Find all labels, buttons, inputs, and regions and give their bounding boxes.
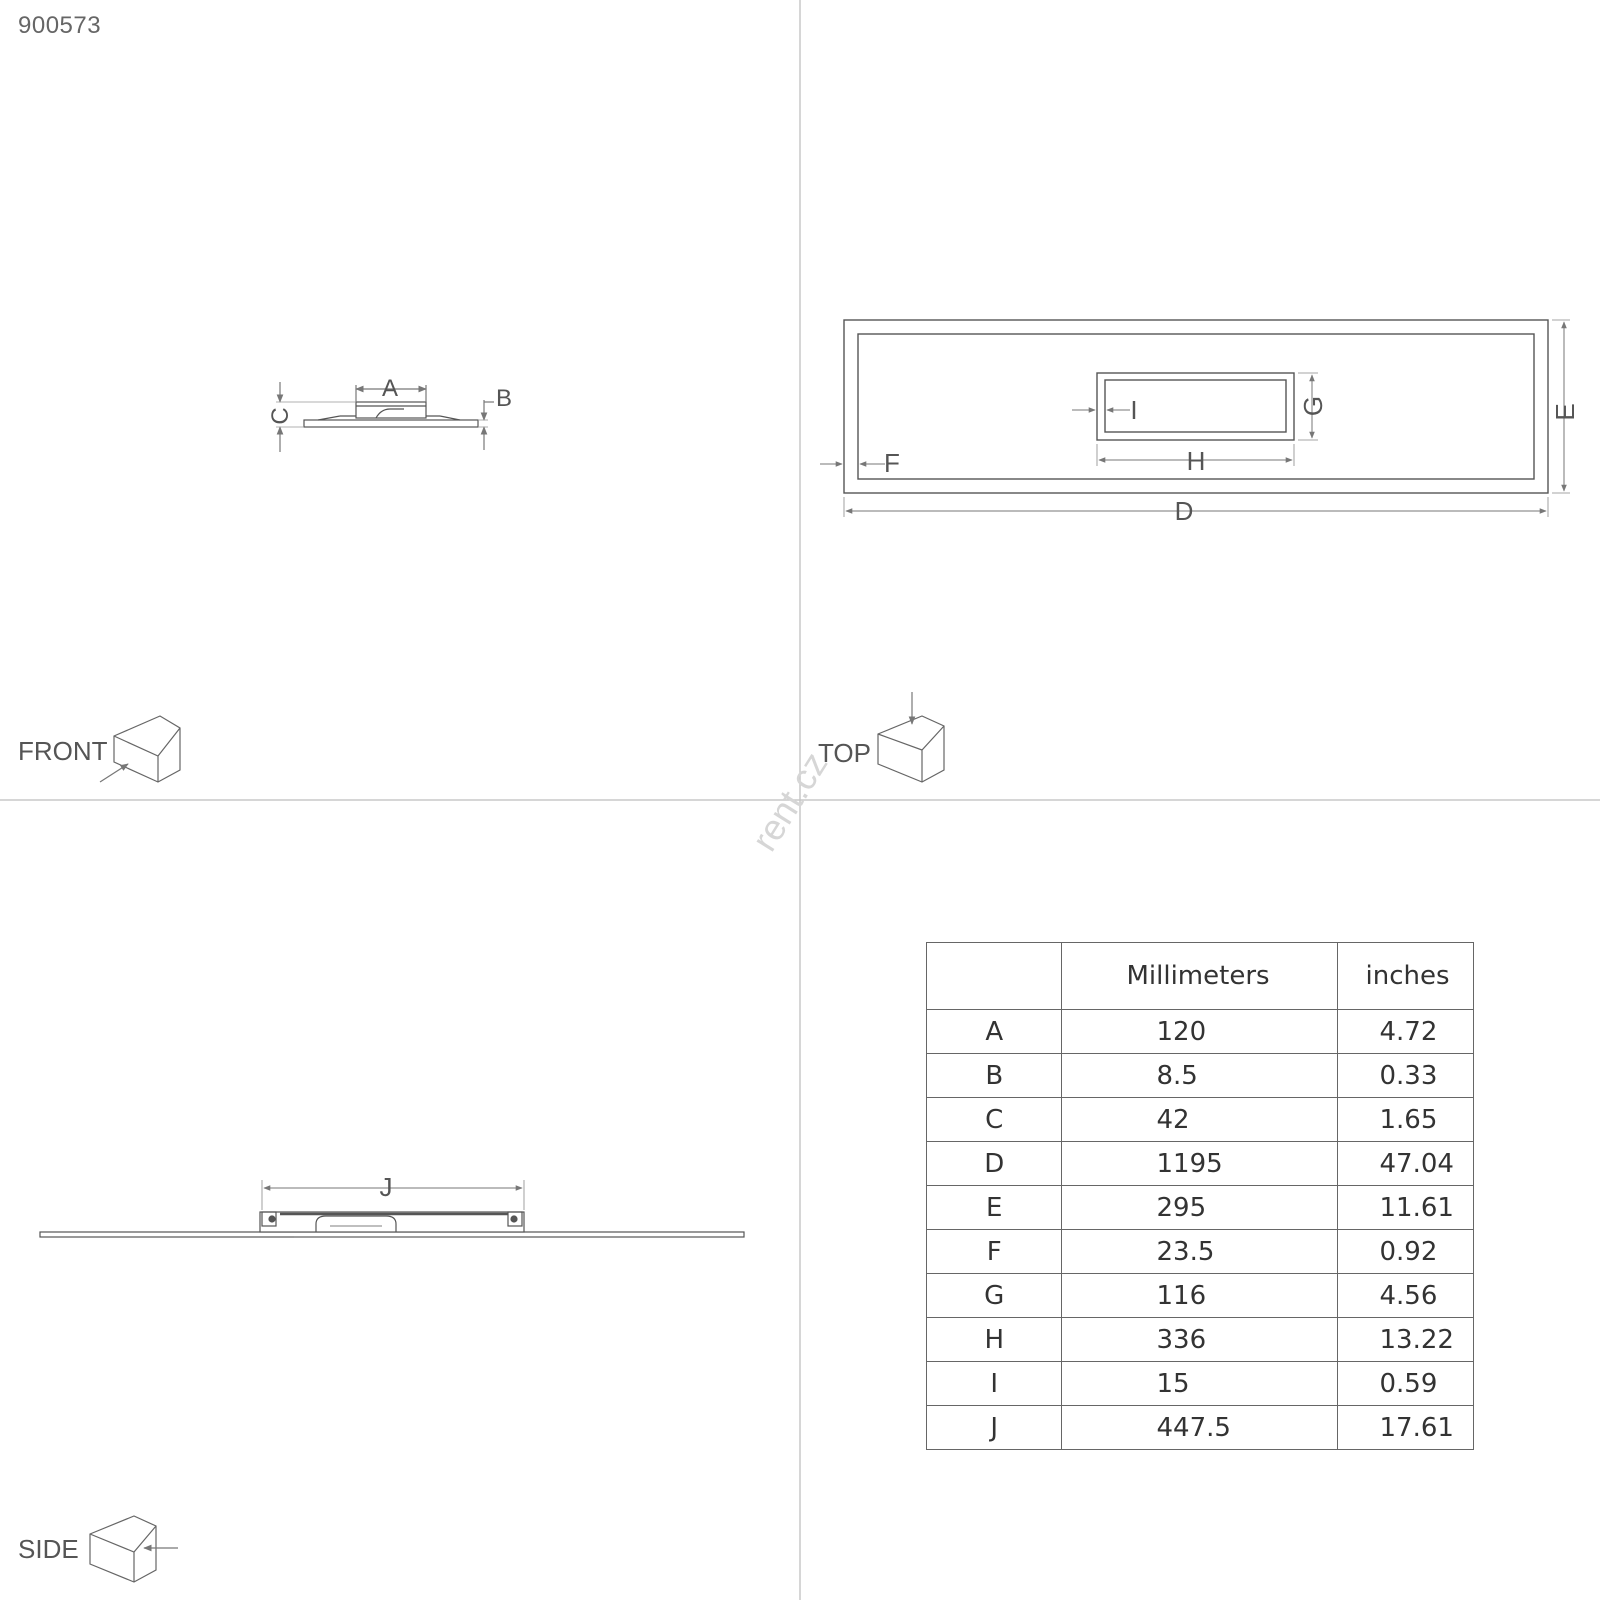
dim-label-b: B bbox=[495, 385, 513, 412]
table-header-row bbox=[927, 943, 1474, 1010]
table-row bbox=[927, 1362, 1474, 1406]
row-key: D bbox=[927, 1142, 1062, 1186]
table-row bbox=[927, 1318, 1474, 1362]
row-key: A bbox=[927, 1010, 1062, 1054]
view-label-side: SIDE bbox=[18, 1534, 79, 1564]
row-in: 13.22 bbox=[1337, 1318, 1474, 1362]
row-mm: 23.5 bbox=[1062, 1230, 1337, 1274]
dim-label-c: C bbox=[267, 407, 294, 425]
side-cube-icon bbox=[90, 1516, 178, 1582]
row-key: E bbox=[927, 1186, 1062, 1230]
row-key: B bbox=[927, 1054, 1062, 1098]
header-key bbox=[927, 943, 1062, 1010]
row-mm: 42 bbox=[1062, 1098, 1337, 1142]
row-in: 4.72 bbox=[1337, 1010, 1474, 1054]
row-key: J bbox=[927, 1406, 1062, 1450]
table-row bbox=[927, 1010, 1474, 1054]
view-label-top: TOP bbox=[818, 738, 871, 768]
row-mm: 15 bbox=[1062, 1362, 1337, 1406]
dim-label-h: H bbox=[1186, 446, 1206, 476]
row-in: 47.04 bbox=[1337, 1142, 1474, 1186]
dim-label-e: E bbox=[1550, 403, 1580, 421]
dim-label-g: G bbox=[1298, 395, 1328, 417]
row-key: G bbox=[927, 1274, 1062, 1318]
table-row bbox=[927, 1230, 1474, 1274]
view-label-front: FRONT bbox=[18, 736, 108, 766]
row-mm: 295 bbox=[1062, 1186, 1337, 1230]
row-in: 0.59 bbox=[1337, 1362, 1474, 1406]
dim-label-j: J bbox=[379, 1172, 393, 1202]
table-row bbox=[927, 1142, 1474, 1186]
dim-label-i: I bbox=[1130, 395, 1138, 425]
header-inches: inches bbox=[1337, 943, 1474, 1010]
table-row bbox=[927, 1054, 1474, 1098]
table-row bbox=[927, 1406, 1474, 1450]
row-in: 0.33 bbox=[1337, 1054, 1474, 1098]
product-code: 900573 bbox=[18, 12, 102, 39]
watermark-text: rent.cz bbox=[743, 744, 836, 859]
dimension-table bbox=[926, 942, 1474, 1450]
table-row bbox=[927, 1098, 1474, 1142]
row-in: 1.65 bbox=[1337, 1098, 1474, 1142]
row-mm: 336 bbox=[1062, 1318, 1337, 1362]
table-row bbox=[927, 1274, 1474, 1318]
top-view-drawing bbox=[820, 320, 1570, 517]
row-in: 4.56 bbox=[1337, 1274, 1474, 1318]
row-key: F bbox=[927, 1230, 1062, 1274]
header-millimeters: Millimeters bbox=[1062, 943, 1337, 1010]
row-in: 17.61 bbox=[1337, 1406, 1474, 1450]
row-mm: 8.5 bbox=[1062, 1054, 1337, 1098]
row-key: I bbox=[927, 1362, 1062, 1406]
row-mm: 116 bbox=[1062, 1274, 1337, 1318]
row-mm: 447.5 bbox=[1062, 1406, 1337, 1450]
front-cube-icon bbox=[100, 716, 180, 782]
row-mm: 120 bbox=[1062, 1010, 1337, 1054]
row-key: C bbox=[927, 1098, 1062, 1142]
dim-label-d: D bbox=[1174, 496, 1194, 526]
dim-label-a: A bbox=[381, 375, 399, 402]
row-mm: 1195 bbox=[1062, 1142, 1337, 1186]
table-row bbox=[927, 1186, 1474, 1230]
dim-label-f: F bbox=[884, 448, 900, 478]
row-in: 11.61 bbox=[1337, 1186, 1474, 1230]
top-cube-icon bbox=[878, 692, 944, 782]
row-key: H bbox=[927, 1318, 1062, 1362]
row-in: 0.92 bbox=[1337, 1230, 1474, 1274]
